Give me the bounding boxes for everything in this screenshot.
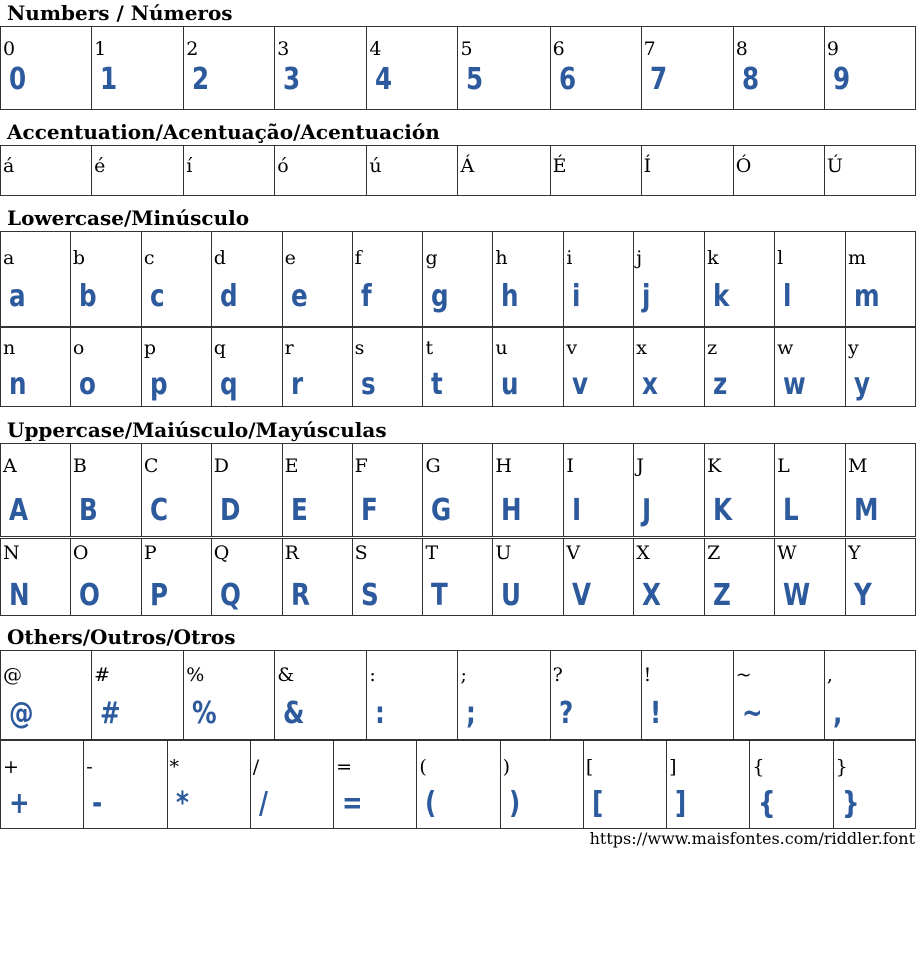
glyph-cell [564, 328, 634, 407]
char-label: U [495, 542, 512, 564]
glyph-sample: [ [591, 786, 604, 821]
char-label: 9 [826, 38, 839, 60]
glyph-sample: G [431, 493, 452, 528]
glyph-sample: F [360, 493, 378, 528]
char-label: - [86, 756, 93, 778]
glyph-sample: W [783, 578, 811, 613]
char-label: R [284, 542, 299, 564]
char-label: e [284, 247, 296, 269]
char-label: G [425, 455, 441, 477]
char-label: % [186, 664, 205, 686]
glyph-cell [70, 328, 141, 407]
char-label: ~ [735, 664, 752, 686]
glyph-cell [367, 651, 458, 740]
glyph-sample: l [783, 279, 792, 314]
glyph-sample: ; [466, 696, 477, 731]
glyph-cell [184, 146, 275, 196]
char-label: Á [460, 155, 475, 177]
char-label: C [143, 455, 159, 477]
char-label: M [847, 455, 868, 477]
glyph-cell [423, 232, 493, 327]
glyph-sample: ~ [741, 696, 763, 731]
glyph-sample: ? [558, 696, 573, 731]
glyph-cell [352, 444, 423, 537]
glyph-cell [458, 27, 550, 110]
char-label: H [495, 455, 512, 477]
glyph-cell [641, 146, 733, 196]
char-label: b [72, 247, 86, 269]
glyph-cell [184, 651, 275, 740]
glyph-cell [733, 146, 824, 196]
glyph-cell [352, 232, 423, 327]
glyph-cell [1, 444, 71, 537]
section-title-others: Others/Outros/Otros [7, 625, 236, 649]
section-title-accents: Accentuation/Acentuação/Acentuación [7, 120, 440, 144]
char-label: g [425, 247, 438, 269]
glyph-cell [184, 27, 275, 110]
char-label: a [3, 247, 15, 269]
char-label: I [566, 455, 574, 477]
glyph-sample: v [572, 367, 589, 402]
glyph-cell [211, 328, 282, 407]
char-label: ú [369, 155, 382, 177]
glyph-cell [845, 539, 915, 616]
glyph-cell [500, 741, 583, 829]
char-label: , [826, 664, 833, 686]
glyph-cell [211, 539, 282, 616]
grid-row [1, 651, 916, 740]
glyph-sample: f [360, 279, 372, 314]
char-label: Z [707, 542, 721, 564]
char-label: Q [213, 542, 230, 564]
grid-row [1, 444, 916, 537]
char-label: S [354, 542, 368, 564]
char-label: B [72, 455, 87, 477]
char-label: v [566, 337, 578, 359]
others-grid-row-1 [0, 650, 916, 740]
glyph-cell [493, 444, 564, 537]
char-label: Í [643, 155, 652, 177]
glyph-sample: i [572, 279, 581, 314]
glyph-cell [705, 444, 775, 537]
glyph-cell [634, 539, 705, 616]
glyph-sample: Q [219, 578, 241, 613]
glyph-sample: S [360, 578, 379, 613]
char-label: t [425, 337, 434, 359]
glyph-sample: ] [675, 786, 687, 821]
char-label: p [143, 337, 156, 359]
char-label: ] [669, 756, 677, 778]
glyph-cell [352, 328, 423, 407]
glyph-cell [352, 539, 423, 616]
glyph-cell [564, 232, 634, 327]
char-label: l [777, 247, 784, 269]
grid-row [1, 328, 916, 407]
glyph-cell [634, 232, 705, 327]
glyph-cell [634, 328, 705, 407]
glyph-cell [1, 741, 84, 829]
glyph-sample: 0 [9, 62, 27, 97]
char-label: K [707, 455, 722, 477]
glyph-cell [367, 27, 458, 110]
glyph-sample: 1 [100, 62, 118, 97]
glyph-sample: p [149, 367, 168, 402]
glyph-sample: E [290, 493, 308, 528]
char-label: c [143, 247, 155, 269]
glyph-sample: q [219, 367, 238, 402]
glyph-sample: I [572, 493, 582, 528]
glyph-cell [92, 27, 184, 110]
glyph-sample: 8 [741, 62, 759, 97]
glyph-cell [417, 741, 500, 829]
char-label: ) [502, 756, 511, 778]
glyph-sample: + [9, 786, 30, 821]
glyph-cell [1, 146, 92, 196]
char-label: N [3, 542, 20, 564]
char-label: A [3, 455, 17, 477]
glyph-cell [167, 741, 250, 829]
glyph-cell [141, 328, 211, 407]
char-label: & [277, 664, 295, 686]
glyph-sample: - [92, 786, 103, 821]
section-title-numbers: Numbers / Números [7, 1, 233, 25]
glyph-cell [641, 651, 733, 740]
char-label: h [495, 247, 508, 269]
char-label: @ [3, 664, 22, 686]
glyph-sample: H [501, 493, 522, 528]
glyph-sample: b [78, 279, 97, 314]
glyph-sample: X [642, 578, 662, 613]
glyph-sample: B [78, 493, 98, 528]
glyph-sample: d [219, 279, 238, 314]
glyph-sample: R [290, 578, 310, 613]
glyph-cell [641, 27, 733, 110]
char-label: k [707, 247, 719, 269]
glyph-cell [250, 741, 333, 829]
glyph-cell [705, 539, 775, 616]
glyph-cell [550, 146, 641, 196]
glyph-cell [423, 444, 493, 537]
glyph-sample: ) [508, 786, 520, 821]
char-label: ( [419, 756, 427, 778]
glyph-sample: Y [853, 578, 872, 613]
char-label: r [284, 337, 294, 359]
glyph-sample: U [501, 578, 522, 613]
glyph-cell [92, 651, 184, 740]
section-title-uppercase: Uppercase/Maiúsculo/Mayúsculas [7, 418, 387, 442]
char-label: u [495, 337, 508, 359]
char-label: E [284, 455, 299, 477]
glyph-sample: C [149, 493, 168, 528]
glyph-cell [550, 27, 641, 110]
glyph-sample: T [431, 578, 449, 613]
char-label: 2 [186, 38, 199, 60]
char-label: É [552, 155, 567, 177]
char-label: Y [847, 542, 861, 564]
char-label: ; [460, 664, 467, 686]
glyph-cell [70, 444, 141, 537]
glyph-cell [824, 651, 915, 740]
char-label: s [354, 337, 365, 359]
glyph-sample: o [78, 367, 96, 402]
glyph-cell [733, 651, 824, 740]
glyph-sample: Z [713, 578, 731, 613]
glyph-cell [1, 539, 71, 616]
char-label: L [777, 455, 790, 477]
glyph-cell [824, 27, 915, 110]
lowercase-grid-row-1 [0, 231, 916, 327]
char-label: f [354, 247, 362, 269]
glyph-sample: & [283, 696, 305, 731]
glyph-sample: : [375, 696, 386, 731]
char-label: J [636, 455, 644, 477]
glyph-sample: P [149, 578, 168, 613]
char-label: i [566, 247, 573, 269]
char-label: Ó [735, 155, 752, 177]
uppercase-grid-row-1 [0, 443, 916, 537]
glyph-sample: @ [9, 696, 34, 731]
char-label: ! [643, 664, 652, 686]
glyph-cell [493, 539, 564, 616]
grid-row [1, 146, 916, 196]
char-label: 6 [552, 38, 565, 60]
glyph-sample: j [642, 279, 651, 314]
glyph-sample: } [841, 786, 860, 821]
glyph-sample: n [9, 367, 27, 402]
char-label: 4 [369, 38, 382, 60]
grid-row [1, 27, 916, 110]
glyph-cell [282, 328, 352, 407]
glyph-cell [733, 27, 824, 110]
char-label: j [636, 247, 643, 269]
glyph-sample: 7 [649, 62, 667, 97]
glyph-sample: y [853, 367, 871, 402]
glyph-sample: N [9, 578, 30, 613]
glyph-cell [845, 232, 915, 327]
glyph-cell [1, 27, 92, 110]
glyph-sample: J [642, 493, 652, 528]
glyph-sample: m [853, 279, 880, 314]
numbers-grid [0, 26, 916, 110]
char-label: í [186, 155, 193, 177]
lowercase-grid-row-2 [0, 327, 916, 407]
glyph-sample: V [572, 578, 592, 613]
glyph-cell [550, 651, 641, 740]
glyph-cell [282, 232, 352, 327]
char-label: { [752, 756, 765, 778]
glyph-sample: c [149, 279, 165, 314]
glyph-cell [211, 232, 282, 327]
glyph-cell [334, 741, 417, 829]
glyph-cell [367, 146, 458, 196]
char-label: / [252, 756, 260, 778]
char-label: D [213, 455, 229, 477]
glyph-cell [141, 539, 211, 616]
char-label: z [707, 337, 718, 359]
glyph-cell [141, 444, 211, 537]
glyph-cell [564, 539, 634, 616]
accents-grid [0, 145, 916, 196]
glyph-cell [705, 232, 775, 327]
glyph-sample: O [78, 578, 100, 613]
glyph-sample: h [501, 279, 519, 314]
glyph-cell [493, 232, 564, 327]
glyph-cell [423, 328, 493, 407]
glyph-cell [667, 741, 750, 829]
section-title-lowercase: Lowercase/Minúsculo [7, 206, 250, 230]
glyph-cell [564, 444, 634, 537]
glyph-cell [70, 232, 141, 327]
glyph-sample: = [342, 786, 363, 821]
glyph-sample: k [713, 279, 730, 314]
glyph-cell [833, 741, 915, 829]
glyph-sample: 4 [375, 62, 393, 97]
char-label: + [3, 756, 19, 778]
char-label: X [636, 542, 650, 564]
grid-row [1, 539, 916, 616]
glyph-cell [583, 741, 666, 829]
glyph-sample: { [758, 786, 776, 821]
char-label: F [354, 455, 368, 477]
glyph-cell [775, 232, 846, 327]
glyph-sample: w [783, 367, 806, 402]
char-label: d [213, 247, 226, 269]
grid-row [1, 741, 916, 829]
glyph-sample: s [360, 367, 376, 402]
glyph-cell [458, 651, 550, 740]
char-label: 0 [3, 38, 16, 60]
char-label: [ [585, 756, 594, 778]
glyph-sample: # [100, 696, 121, 731]
char-label: } [835, 756, 848, 778]
glyph-sample: , [832, 696, 843, 731]
char-label: # [94, 664, 111, 686]
glyph-sample: u [501, 367, 519, 402]
glyph-cell [1, 651, 92, 740]
glyph-cell [92, 146, 184, 196]
glyph-cell [824, 146, 915, 196]
char-label: * [169, 756, 180, 778]
glyph-cell [634, 444, 705, 537]
glyph-cell [705, 328, 775, 407]
char-label: 3 [277, 38, 290, 60]
glyph-sample: 5 [466, 62, 484, 97]
char-label: V [566, 542, 581, 564]
glyph-cell [1, 232, 71, 327]
char-label: P [143, 542, 157, 564]
char-label: 5 [460, 38, 473, 60]
glyph-cell [275, 651, 367, 740]
glyph-sample: ! [649, 696, 661, 731]
glyph-cell [1, 328, 71, 407]
glyph-sample: g [431, 279, 450, 314]
char-label: á [3, 155, 15, 177]
grid-row [1, 232, 916, 327]
uppercase-grid-row-2 [0, 538, 916, 616]
glyph-sample: 2 [192, 62, 210, 97]
glyph-sample: D [219, 493, 241, 528]
char-label: ? [552, 664, 563, 686]
glyph-sample: ( [425, 786, 437, 821]
glyph-sample: * [175, 786, 189, 821]
glyph-sample: 9 [832, 62, 850, 97]
char-label: y [847, 337, 859, 359]
glyph-sample: % [192, 696, 217, 731]
char-label: Ú [826, 155, 843, 177]
glyph-sample: 3 [283, 62, 301, 97]
char-label: q [213, 337, 226, 359]
glyph-cell [845, 328, 915, 407]
glyph-cell [423, 539, 493, 616]
glyph-sample: L [783, 493, 799, 528]
char-label: 7 [643, 38, 656, 60]
char-label: 8 [735, 38, 748, 60]
glyph-sample: M [853, 493, 879, 528]
glyph-cell [211, 444, 282, 537]
glyph-sample: K [713, 493, 733, 528]
char-label: 1 [94, 38, 107, 60]
glyph-sample: z [713, 367, 728, 402]
char-label: x [636, 337, 647, 359]
glyph-cell [275, 27, 367, 110]
glyph-sample: / [258, 786, 268, 821]
glyph-cell [282, 539, 352, 616]
glyph-cell [775, 444, 846, 537]
glyph-cell [845, 444, 915, 537]
glyph-cell [84, 741, 167, 829]
glyph-sample: a [9, 279, 26, 314]
char-label: ó [277, 155, 289, 177]
char-label: o [72, 337, 85, 359]
char-label: T [425, 542, 439, 564]
char-label: é [94, 155, 106, 177]
char-label: n [3, 337, 16, 359]
source-url: https://www.maisfontes.com/riddler.font [589, 829, 915, 848]
glyph-cell [141, 232, 211, 327]
glyph-cell [493, 328, 564, 407]
glyph-cell [458, 146, 550, 196]
glyph-sample: r [290, 367, 303, 402]
glyph-sample: A [9, 493, 29, 528]
glyph-cell [70, 539, 141, 616]
char-label: O [72, 542, 89, 564]
glyph-sample: t [431, 367, 444, 402]
char-label: = [336, 756, 352, 778]
glyph-sample: 6 [558, 62, 576, 97]
glyph-sample: e [290, 279, 308, 314]
char-label: : [369, 664, 376, 686]
glyph-cell [775, 539, 846, 616]
char-label: W [777, 542, 797, 564]
char-label: m [847, 247, 866, 269]
others-grid-row-2 [0, 740, 916, 829]
char-label: w [777, 337, 794, 359]
glyph-cell [275, 146, 367, 196]
glyph-cell [750, 741, 833, 829]
glyph-cell [775, 328, 846, 407]
glyph-cell [282, 444, 352, 537]
glyph-sample: x [642, 367, 659, 402]
